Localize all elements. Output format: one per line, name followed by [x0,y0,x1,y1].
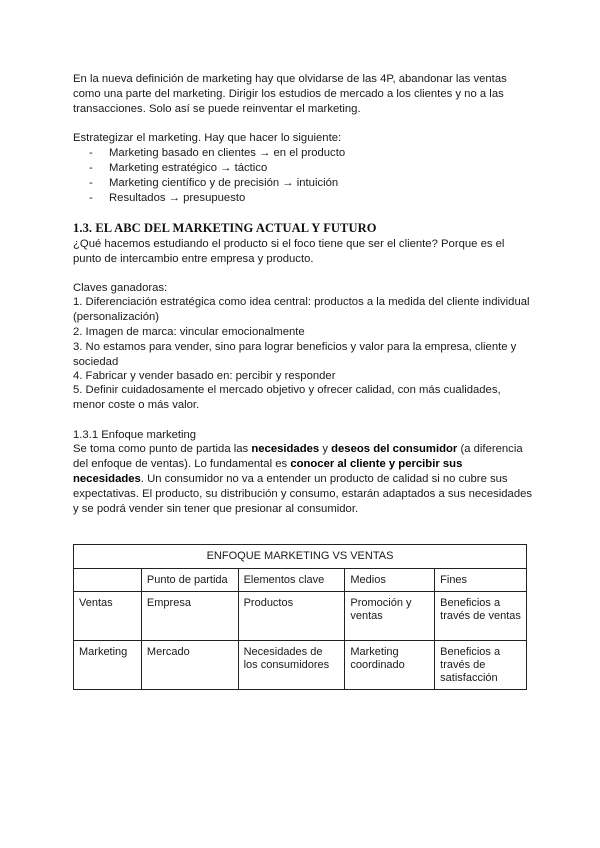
table-cell: Mercado [141,641,238,690]
table-title: ENFOQUE MARKETING VS VENTAS [74,545,527,569]
table-header-cell: Medios [345,569,435,592]
bullet-marker: - [89,192,93,204]
table-cell: Beneficios a través de ventas [435,592,527,641]
section-heading: 1.3. EL ABC DEL MARKETING ACTUAL Y FUTURO [73,221,377,235]
claves-item: 4. Fabricar y vender basado en: percibir y responder [73,370,336,382]
bullet-marker: - [89,147,93,159]
bold-term: conocer al cliente y percibir sus necesidades [73,458,463,485]
enfoque-paragraph: Se toma como punto de partida las necesidades y deseos del consumidor (a diferencia del enfoque de ventas). Lo fundamental es conocer al cliente y percibir sus necesidades. Un consumidor no va a entender un producto de calidad si no cubre sus expectativas. El producto, su distribución y consumo, estarán adaptados a sus necesidades y se podrá vender sin tener que presionar al consumidor. [73,443,533,515]
table-header-cell: Punto de partida [141,569,238,592]
bullet-text: Marketing estratégico → táctico [109,162,268,174]
table-row [74,592,527,641]
claves-item: 3. No estamos para vender, sino para lograr beneficios y valor para la empresa, cliente y sociedad [73,341,517,368]
bullet-item [89,176,338,191]
table-row [74,641,527,690]
table-header-row [74,569,527,592]
table-header-cell: Fines [435,569,527,592]
intro-paragraph: En la nueva definición de marketing hay que olvidarse de las 4P, abandonar las ventas como una parte del marketing. Dirigir los estudios de mercado a los clientes y no a las transacciones. Solo así se puede reinventar el marketing. [73,73,507,115]
strategy-paragraph: Estrategizar el marketing. Hay que hacer lo siguiente: [73,132,342,144]
table-cell: Empresa [141,592,238,641]
claves-title: Claves ganadoras: [73,282,168,294]
bullet-item [89,191,245,206]
question-paragraph: ¿Qué hacemos estudiando el producto si el foco tiene que ser el cliente? Porque es el punto de intercambio entre empresa y producto. [73,238,505,265]
bullet-marker: - [89,162,93,174]
subsection-heading: 1.3.1 Enfoque marketing [73,429,197,441]
bullet-text: Marketing científico y de precisión → intuición [109,177,339,189]
comparison-table [73,544,527,690]
table-header-cell [74,569,142,592]
bullet-marker: - [89,177,93,189]
bullet-text: Marketing basado en clientes → en el producto [109,147,346,159]
table-cell: Marketing [74,641,142,690]
table-cell: Ventas [74,592,142,641]
bold-term: necesidades [251,443,320,455]
table-cell: Marketing coordinado [345,641,435,690]
bullet-item [89,146,345,161]
bullet-item [89,161,267,176]
table-cell: Promoción y ventas [345,592,435,641]
claves-item: 1. Diferenciación estratégica como idea central: productos a la medida del cliente individual (personalización) [73,296,530,323]
table-header-cell: Elementos clave [238,569,345,592]
table-cell: Necesidades de los consumidores [238,641,345,690]
bold-term: deseos del consumidor [331,443,458,455]
claves-item: 5. Definir cuidadosamente el mercado objetivo y ofrecer calidad, con más cualidades, menor coste o más valor. [73,384,501,411]
bullet-text: Resultados → presupuesto [109,192,246,204]
table-cell: Productos [238,592,345,641]
table-cell: Beneficios a través de satisfacción [435,641,527,690]
claves-item: 2. Imagen de marca: vincular emocionalmente [73,326,305,338]
